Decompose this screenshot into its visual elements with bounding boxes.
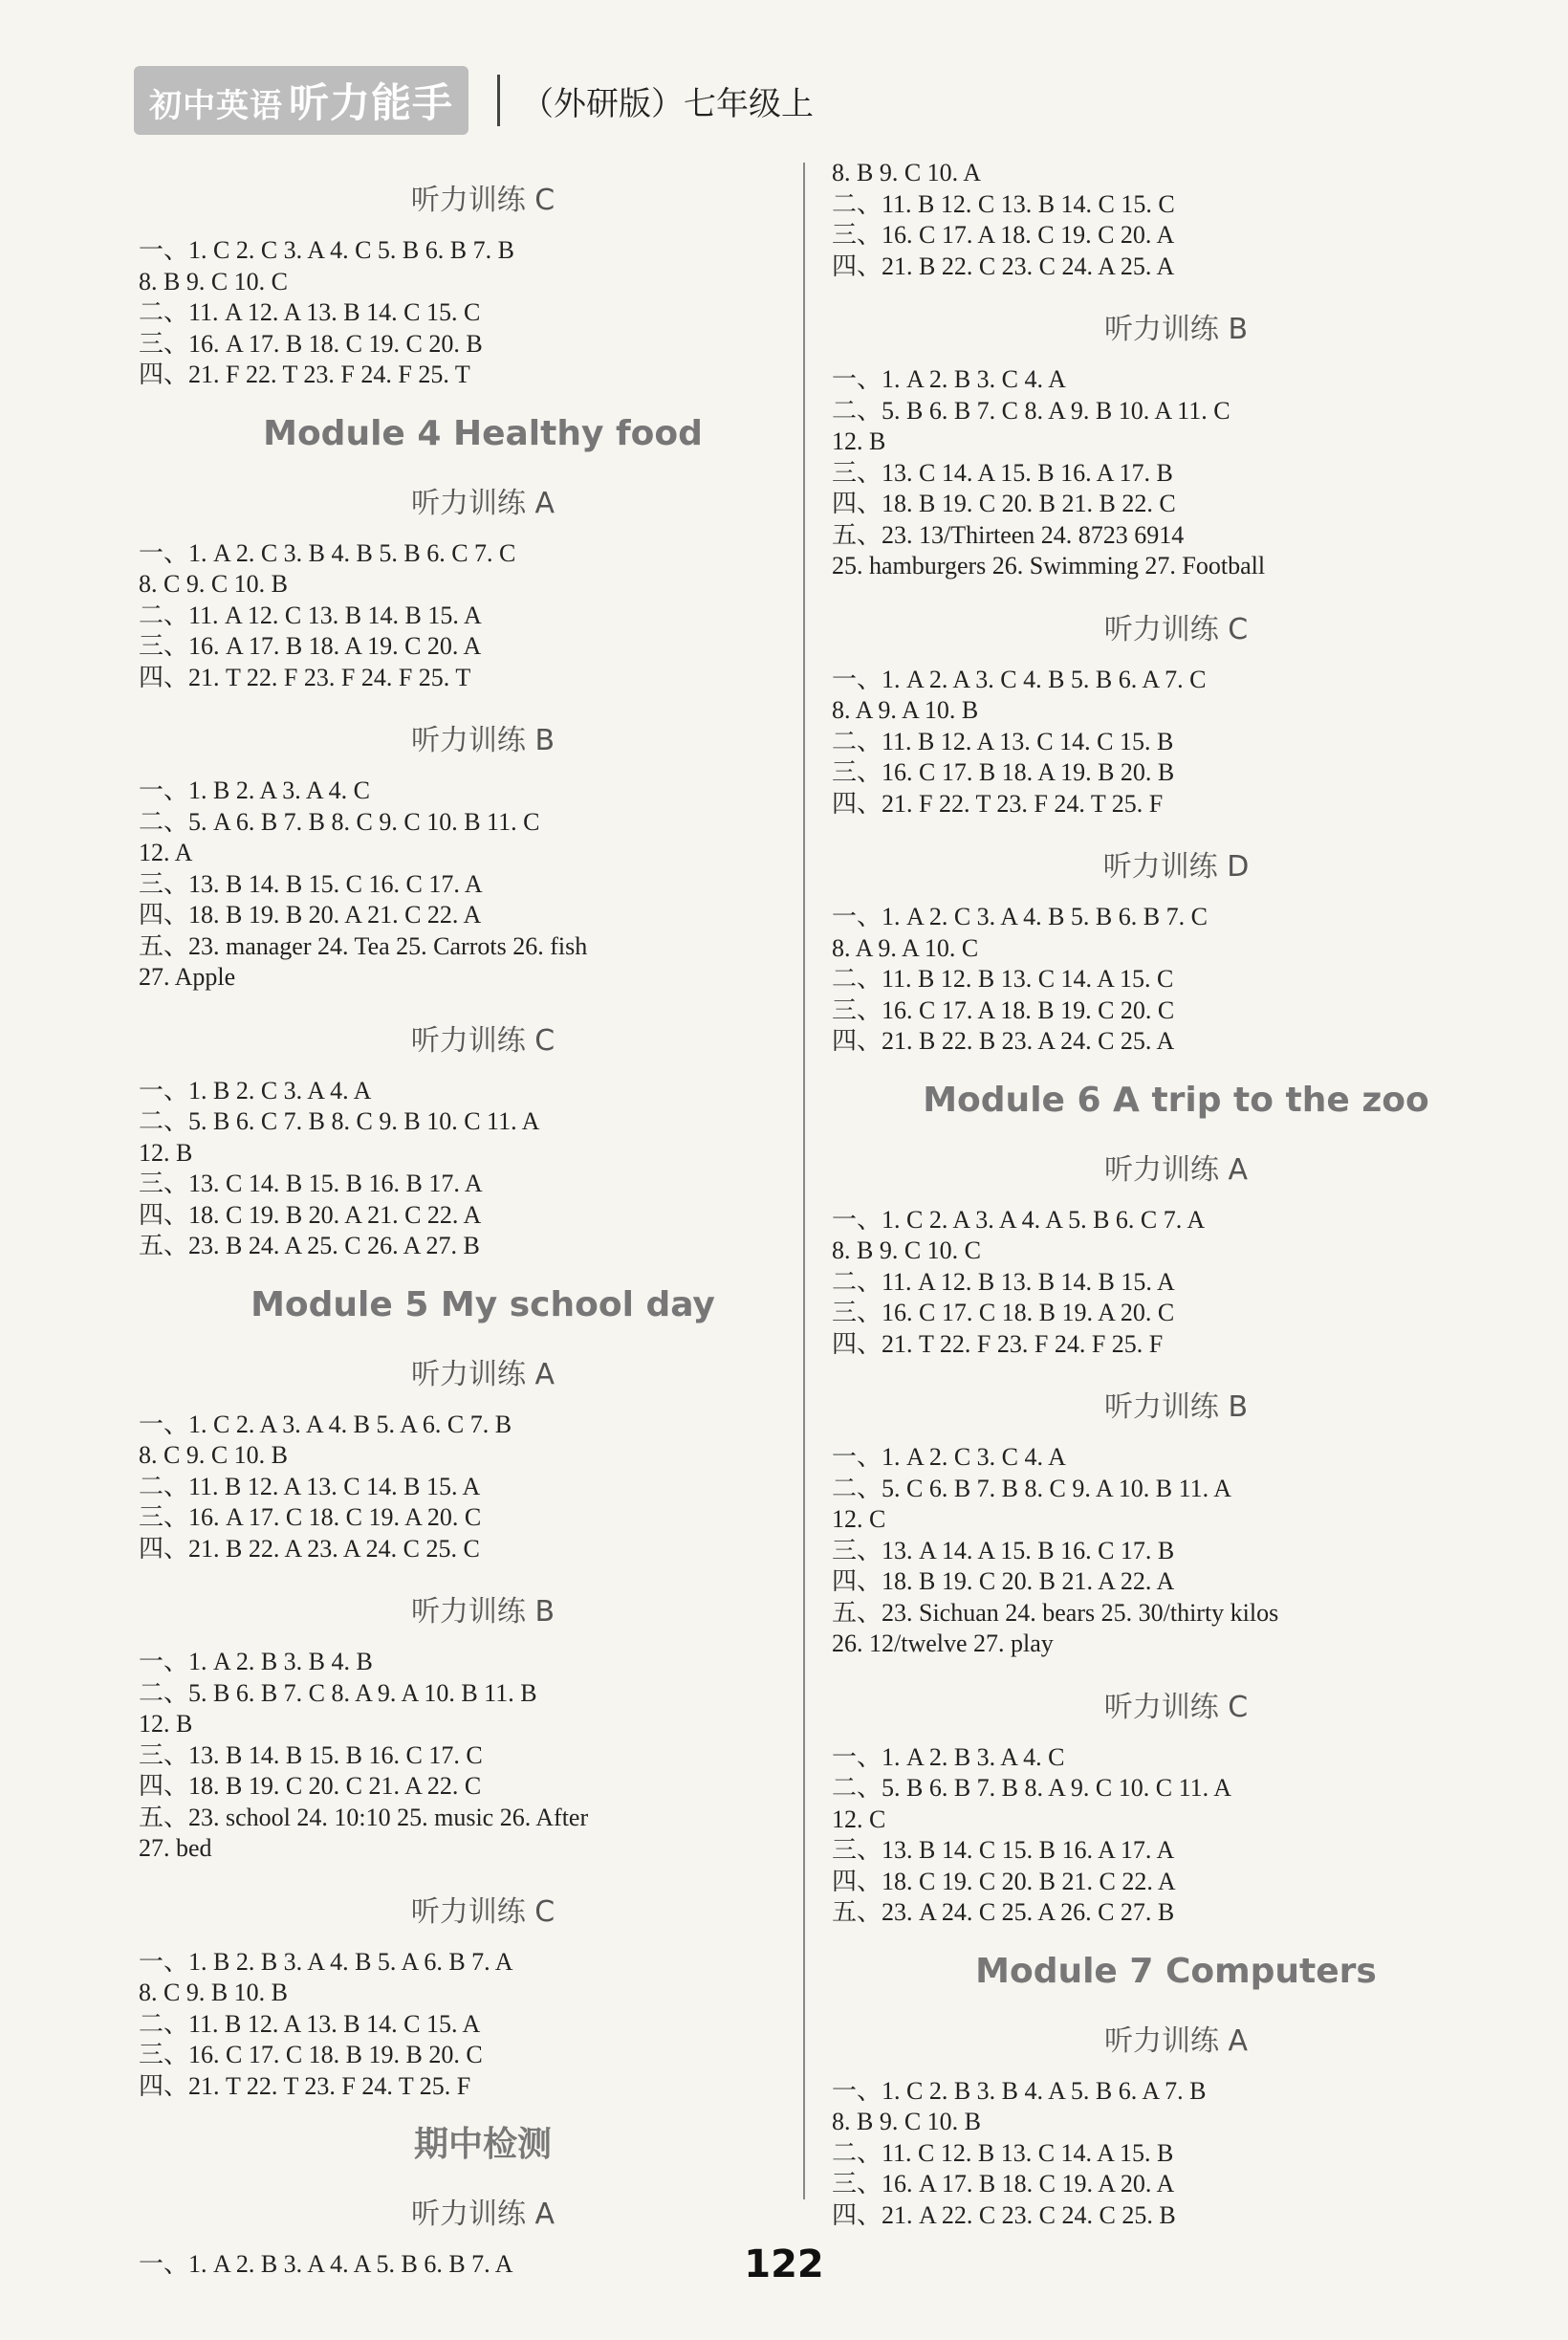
answer-line: 四、21. A 22. C 23. C 24. C 25. B <box>832 2200 1176 2229</box>
answer-line: 五、23. 13/Thirteen 24. 8723 6914 <box>832 520 1185 549</box>
module-title: Module 6 A trip to the zoo <box>923 1080 1429 1120</box>
answer-line: 二、11. A 12. A 13. B 14. C 15. C <box>139 298 481 326</box>
answer-line: 27. bed <box>139 1834 212 1862</box>
answer-line: 二、5. A 6. B 7. B 8. C 9. C 10. B 11. C <box>139 807 540 836</box>
answer-line: 二、5. B 6. C 7. B 8. C 9. B 10. C 11. A <box>139 1107 540 1135</box>
answer-line: 27. Apple <box>139 963 236 991</box>
answer-line: 8. A 9. A 10. C <box>832 933 979 962</box>
page-number: 122 <box>744 2242 824 2286</box>
series-brand: 听力能手 <box>289 79 454 126</box>
answer-line: 四、21. F 22. T 23. F 24. F 25. T <box>139 361 470 388</box>
answer-line: 三、13. A 14. A 15. B 16. C 17. B <box>832 1536 1175 1564</box>
answer-line: 二、11. B 12. B 13. C 14. A 15. C <box>832 965 1174 993</box>
answer-line: 五、23. Sichuan 24. bears 25. 30/thirty kilos <box>832 1598 1279 1627</box>
answer-line: 二、11. B 12. A 13. C 14. C 15. B <box>832 727 1174 755</box>
answer-line: 三、16. C 17. A 18. C 19. C 20. A <box>832 221 1175 249</box>
answer-line: 四、21. B 22. A 23. A 24. C 25. C <box>139 1534 480 1563</box>
answer-line: 二、11. A 12. B 13. B 14. B 15. A <box>832 1267 1175 1296</box>
right-column <box>832 158 1520 2231</box>
answer-line: 一、1. C 2. A 3. A 4. A 5. B 6. C 7. A <box>832 1205 1206 1234</box>
answer-line: 五、23. manager 24. Tea 25. Carrots 26. fish <box>139 931 588 960</box>
answer-line: 8. C 9. C 10. B <box>139 570 289 598</box>
answer-line: 五、23. A 24. C 25. A 26. C 27. B <box>832 1898 1175 1926</box>
section-title: 听力训练 C <box>410 1023 555 1058</box>
section-title: 听力训练 D <box>1102 850 1250 884</box>
answer-line: 四、21. T 22. T 23. F 24. T 25. F <box>139 2071 471 2100</box>
header-divider <box>497 75 500 126</box>
answer-line: 一、1. C 2. C 3. A 4. C 5. B 6. B 7. B <box>139 236 514 264</box>
page-header <box>134 67 814 134</box>
answer-line: 三、16. A 17. B 18. A 19. C 20. A <box>139 632 482 660</box>
answer-line: 一、1. C 2. A 3. A 4. B 5. A 6. C 7. B <box>139 1410 512 1438</box>
answer-line: 12. B <box>832 427 886 455</box>
answer-line: 四、21. T 22. F 23. F 24. F 25. F <box>832 1329 1164 1358</box>
answer-line: 二、11. C 12. B 13. C 14. A 15. B <box>832 2138 1174 2167</box>
section-title: 听力训练 C <box>1103 1690 1249 1724</box>
answer-line: 二、5. B 6. B 7. C 8. A 9. B 10. A 11. C <box>832 396 1230 425</box>
answer-line: 一、1. A 2. A 3. C 4. B 5. B 6. A 7. C <box>832 665 1207 693</box>
answer-line: 二、11. B 12. C 13. B 14. C 15. C <box>832 189 1175 218</box>
left-column <box>139 153 827 2281</box>
answer-line: 12. B <box>139 1710 193 1738</box>
answer-line: 四、18. C 19. B 20. A 21. C 22. A <box>139 1200 482 1229</box>
section-title: 听力训练 C <box>410 184 555 217</box>
section-title: 听力训练 B <box>410 1595 555 1629</box>
answer-line: 三、13. B 14. B 15. C 16. C 17. A <box>139 869 483 898</box>
answer-line: 三、13. C 14. A 15. B 16. A 17. B <box>832 458 1173 487</box>
answer-line: 四、21. B 22. B 23. A 24. C 25. A <box>832 1027 1175 1055</box>
answer-line: 8. B 9. C 10. C <box>832 1236 982 1264</box>
edition-label: （外研版）七年级上 <box>521 84 815 123</box>
answer-line: 8. B 9. C 10. A <box>832 159 982 186</box>
answer-line: 五、23. school 24. 10:10 25. music 26. After <box>139 1803 589 1831</box>
answer-line: 一、1. B 2. B 3. A 4. B 5. A 6. B 7. A <box>139 1947 513 1976</box>
answer-line: 四、21. T 22. F 23. F 24. F 25. T <box>139 663 471 691</box>
answer-line: 8. B 9. C 10. C <box>139 267 289 295</box>
answer-line: 一、1. B 2. C 3. A 4. A <box>139 1076 372 1104</box>
answer-line: 一、1. A 2. B 3. C 4. A <box>832 365 1066 393</box>
answer-line: 三、13. B 14. C 15. B 16. A 17. A <box>832 1836 1175 1864</box>
answer-line: 四、18. B 19. B 20. A 21. C 22. A <box>139 901 482 929</box>
answer-line: 一、1. C 2. B 3. B 4. A 5. B 6. A 7. B <box>832 2076 1207 2105</box>
answer-line: 三、13. C 14. B 15. B 16. B 17. A <box>139 1170 483 1197</box>
answer-line: 三、16. A 17. B 18. C 19. A 20. A <box>832 2170 1175 2198</box>
module-title: Module 4 Healthy food <box>263 413 703 453</box>
answer-line: 8. C 9. C 10. B <box>139 1441 289 1469</box>
section-title: 听力训练 A <box>410 2198 555 2231</box>
answer-line: 三、16. C 17. A 18. B 19. C 20. C <box>832 995 1175 1024</box>
answer-line: 12. C <box>832 1505 886 1533</box>
series-subject: 初中英语 <box>149 87 283 125</box>
answer-line: 二、11. A 12. C 13. B 14. B 15. A <box>139 601 482 629</box>
answer-line: 12. C <box>832 1804 886 1833</box>
answer-line: 一、1. A 2. B 3. A 4. C <box>832 1742 1065 1771</box>
answer-line: 三、16. C 17. C 18. B 19. B 20. C <box>139 2041 483 2068</box>
answer-line: 三、13. B 14. B 15. B 16. C 17. C <box>139 1740 483 1769</box>
answer-line: 8. B 9. C 10. B <box>832 2108 982 2135</box>
module-title: 期中检测 <box>413 2125 552 2164</box>
section-title: 听力训练 C <box>1103 612 1249 646</box>
section-title: 听力训练 B <box>1103 1390 1249 1424</box>
answer-line: 一、1. B 2. A 3. A 4. C <box>139 776 370 804</box>
answer-line: 四、21. B 22. C 23. C 24. A 25. A <box>832 251 1175 280</box>
answer-line: 一、1. A 2. B 3. B 4. B <box>139 1648 373 1675</box>
module-title: Module 7 Computers <box>975 1951 1377 1991</box>
section-title: 听力训练 A <box>410 1357 555 1391</box>
answer-line: 二、11. B 12. A 13. C 14. B 15. A <box>139 1472 481 1500</box>
answer-line: 五、23. B 24. A 25. C 26. A 27. B <box>139 1232 480 1259</box>
answer-line: 一、1. A 2. B 3. A 4. A 5. B 6. B 7. A <box>139 2250 513 2278</box>
section-title: 听力训练 A <box>410 486 555 520</box>
answer-line: 8. C 9. B 10. B <box>139 1979 289 2006</box>
answer-line: 25. hamburgers 26. Swimming 27. Football <box>832 552 1266 580</box>
answer-line: 12. B <box>139 1138 193 1167</box>
section-title: 听力训练 B <box>410 724 555 757</box>
answer-line: 26. 12/twelve 27. play <box>832 1629 1054 1657</box>
answer-line: 二、5. B 6. B 7. B 8. A 9. C 10. C 11. A <box>832 1774 1231 1802</box>
answer-line: 二、11. B 12. A 13. B 14. C 15. A <box>139 2009 481 2038</box>
answer-line: 四、18. B 19. C 20. B 21. A 22. A <box>832 1567 1175 1595</box>
section-title: 听力训练 A <box>1103 1152 1249 1187</box>
answer-line: 12. A <box>139 839 193 866</box>
answer-line: 四、21. F 22. T 23. F 24. T 25. F <box>832 789 1164 818</box>
answer-line: 三、16. A 17. C 18. C 19. A 20. C <box>139 1503 482 1531</box>
answer-line: 三、16. C 17. B 18. A 19. B 20. B <box>832 758 1175 786</box>
answer-line: 四、18. B 19. C 20. B 21. B 22. C <box>832 490 1176 517</box>
answer-line: 一、1. A 2. C 3. A 4. B 5. B 6. B 7. C <box>832 903 1208 930</box>
section-title: 听力训练 A <box>1103 2023 1249 2058</box>
column-divider <box>803 163 805 2199</box>
answer-line: 四、18. B 19. C 20. C 21. A 22. C <box>139 1772 482 1800</box>
answer-line: 三、16. A 17. B 18. C 19. C 20. B <box>139 329 483 358</box>
answer-line: 四、18. C 19. C 20. B 21. C 22. A <box>832 1867 1176 1895</box>
answer-line: 一、1. A 2. C 3. C 4. A <box>832 1443 1066 1471</box>
section-title: 听力训练 C <box>410 1894 555 1929</box>
answer-line: 三、16. C 17. C 18. B 19. A 20. C <box>832 1299 1175 1326</box>
section-title: 听力训练 B <box>1103 313 1249 346</box>
module-title: Module 5 My school day <box>250 1284 715 1324</box>
answer-line: 二、5. B 6. B 7. C 8. A 9. A 10. B 11. B <box>139 1678 537 1707</box>
answer-line: 一、1. A 2. C 3. B 4. B 5. B 6. C 7. C <box>139 538 516 567</box>
series-title <box>134 66 468 135</box>
answer-line: 8. A 9. A 10. B <box>832 696 979 724</box>
answer-line: 二、5. C 6. B 7. B 8. C 9. A 10. B 11. A <box>832 1474 1231 1502</box>
